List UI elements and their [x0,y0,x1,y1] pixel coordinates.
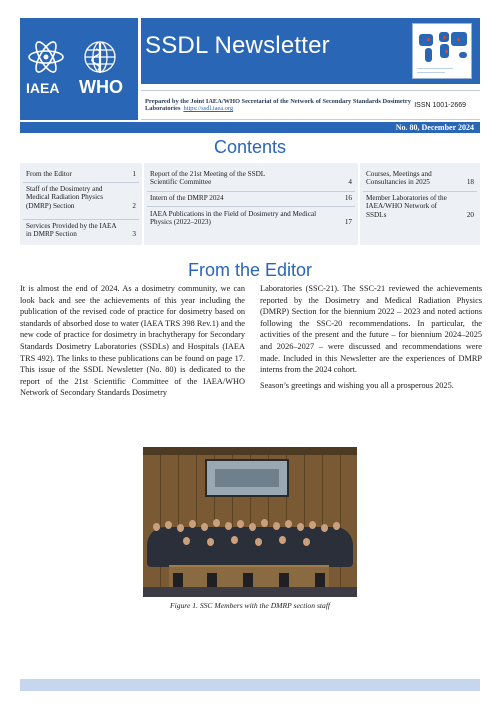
world-map-icon [412,23,472,79]
toc-item[interactable]: Member Laboratories of the IAEA/WHO Network of SSDLs 20 [366,194,474,219]
ssdl-website-link[interactable]: https://ssdl.iaea.org [183,105,234,113]
masthead [141,18,480,84]
toc-column-2 [144,163,358,245]
newsletter-title: SSDL Newsletter [145,32,330,59]
toc-divider [147,206,355,207]
toc-column-3 [360,163,480,245]
editor-paragraph: Laboratories (SSC-21). The SSC-21 reviewed the achievements reported by the Dosimetry and Medical Radiation Physics (DMRP) Section for the biennium 2022 – 2023 and noted actions following the SSC-20 recommendations. In particular, the activities of the present and the future – for biennium 2024–2025 and 2026–2027 – were discussed and recommendations were made. Included in this Newsletter are the experiences of DMRP interns from the 2024 cohort. [260,284,482,375]
who-logo-icon [80,37,120,77]
toc-item[interactable]: Services Provided by the IAEA in DMRP Section 3 [26,222,136,239]
toc-divider [363,191,477,192]
toc-item[interactable]: From the Editor 1 [26,170,136,178]
issue-number: No. 80, December 2024 [395,123,474,132]
iaea-logo-icon [26,37,66,77]
toc-divider [23,219,139,220]
toc-divider [23,182,139,183]
contents-heading: Contents [213,137,287,157]
issue-bar [20,122,480,133]
editor-heading: From the Editor [187,260,313,280]
toc-item[interactable]: IAEA Publications in the Field of Dosimetry and Medical Physics (2022–2023) 17 [150,210,352,227]
toc-item[interactable]: Staff of the Dosimetry and Medical Radiation Physics (DMRP) Section 2 [26,185,136,210]
prepared-by-text: Prepared by the Joint IAEA/WHO Secretariat of the Network of Secondary Standards Dosimetry Laboratories https://ssdl.iaea.org [145,98,411,113]
people-group [147,527,353,567]
prepared-by-box [141,90,480,120]
toc-item[interactable]: Courses, Meetings and Consultancies in 2025 18 [366,170,474,187]
group-photo [143,447,357,597]
projection-screen [205,459,289,497]
who-logo-text: WHO [79,77,123,97]
iaea-logo-text: IAEA [26,80,60,96]
toc-divider [147,191,355,192]
toc-column-1 [20,163,142,245]
editor-column-1 [20,283,245,399]
editor-paragraph: Season’s greetings and wishing you all a prosperous 2025. [260,380,454,390]
toc-item[interactable]: Report of the 21st Meeting of the SSDL Scientific Committee 4 [150,170,352,187]
figure-caption: Figure 1. SSC Members with the DMRP section staff [169,601,331,610]
toc-item[interactable]: Intern of the DMRP 2024 16 [150,194,352,202]
issn-number: ISSN 1001-2669 [414,102,466,109]
editor-paragraph: It is almost the end of 2024. As a dosimetry community, we can look back and see the achievements of this year including the publication of the revised code of practice for dosimetry based on standards of absorbed dose to water (IAEA TRS 398 Rev.1) and the new code of practice for dosimetry in brachytherapy for Secondary Standards Dosimetry Laboratories (SSDLs) and Hospitals (IAEA TRS 492). The links to these publications can be found on page 17. This issue of the SSDL Newsletter (No. 80) is dedicated to the report of the 21st Scientific Committee of the IAEA/WHO Network of Secondary Standards Dosimetry [20,284,245,398]
editor-column-2 [260,283,482,391]
footer-bar [20,679,480,691]
